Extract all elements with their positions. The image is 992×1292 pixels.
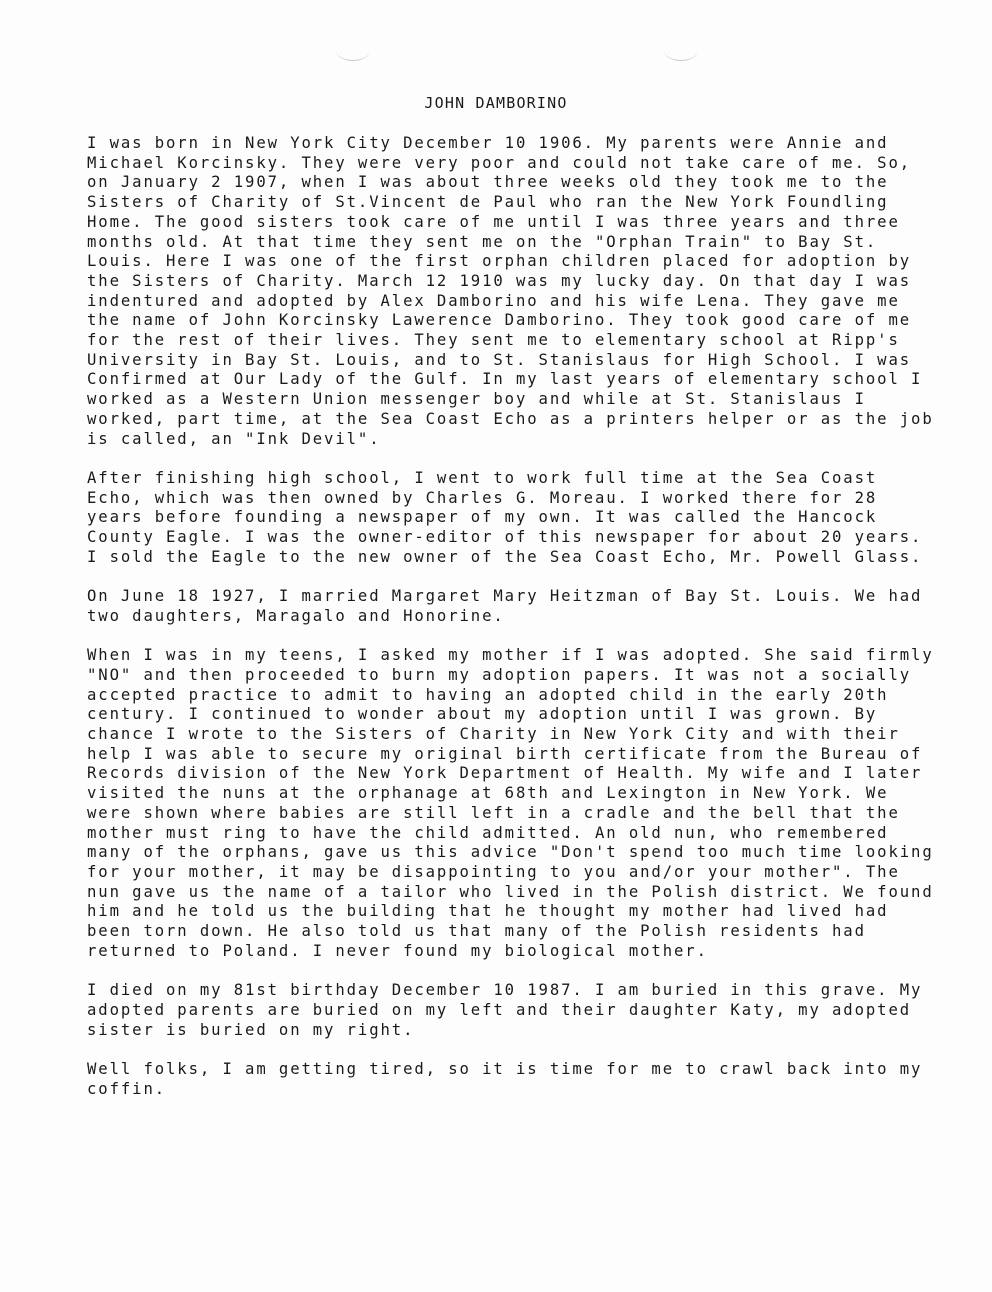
paragraph-6 bbox=[87, 1060, 992, 1099]
text-line: Echo, which was then owned by Charles G. Moreau. I worked there for 28 bbox=[87, 488, 878, 507]
paragraph-1 bbox=[87, 134, 992, 449]
paragraph-4 bbox=[87, 646, 992, 961]
text-line: I died on my 81st birthday December 10 1987. I am buried in this grave. My bbox=[87, 981, 923, 1000]
text-line: I sold the Eagle to the new owner of the Sea Coast Echo, Mr. Powell Glass. bbox=[87, 547, 923, 566]
text-line: many of the orphans, gave us this advice "Don't spend too much time looking bbox=[87, 843, 934, 862]
text-line: worked as a Western Union messenger boy and while at St. Stanislaus I bbox=[87, 390, 866, 409]
text-line: After finishing high school, I went to work full time at the Sea Coast bbox=[87, 468, 878, 487]
text-line: indentured and adopted by Alex Damborino and his wife Lena. They gave me bbox=[87, 291, 900, 310]
text-line: the Sisters of Charity. March 12 1910 was my lucky day. On that day I was bbox=[87, 271, 912, 290]
text-line: him and he told us the building that he thought my mother had lived had bbox=[87, 902, 889, 921]
text-line: the name of John Korcinsky Lawerence Damborino. They took good care of me bbox=[87, 311, 912, 330]
text-line: years before founding a newspaper of my own. It was called the Hancock bbox=[87, 508, 878, 527]
text-line: I was born in New York City December 10 1906. My parents were Annie and bbox=[87, 134, 889, 152]
paragraph-5 bbox=[87, 981, 992, 1040]
paragraph-3 bbox=[87, 587, 992, 626]
text-line: "NO" and then proceeded to burn my adoption papers. It was not a socially bbox=[87, 665, 912, 684]
text-line: When I was in my teens, I asked my mother if I was adopted. She said firmly bbox=[87, 646, 934, 665]
paragraph-2 bbox=[87, 469, 992, 568]
text-line: is called, an "Ink Devil". bbox=[87, 429, 381, 448]
text-line: sister is buried on my right. bbox=[87, 1020, 415, 1039]
text-line: for the rest of their lives. They sent me to elementary school at Ripp's bbox=[87, 331, 900, 350]
text-line: mother must ring to have the child admitted. An old nun, who remembered bbox=[87, 823, 889, 842]
text-line: months old. At that time they sent me on the "Orphan Train" to Bay St. bbox=[87, 232, 878, 251]
text-line: two daughters, Maragalo and Honorine. bbox=[87, 606, 505, 625]
text-line: Home. The good sisters took care of me until I was three years and three bbox=[87, 212, 900, 231]
text-line: Louis. Here I was one of the first orphan children placed for adoption by bbox=[87, 252, 912, 271]
text-line: chance I wrote to the Sisters of Charity in New York City and with their bbox=[87, 725, 900, 744]
text-line: worked, part time, at the Sea Coast Echo as a printers helper or as the job bbox=[87, 409, 934, 428]
text-line: coffin. bbox=[87, 1079, 167, 1098]
text-line: returned to Poland. I never found my biological mother. bbox=[87, 941, 708, 960]
text-line: On June 18 1927, I married Margaret Mary Heitzman of Bay St. Louis. We had bbox=[87, 587, 923, 606]
document-title: JOHN DAMBORINO bbox=[424, 94, 568, 112]
text-line: century. I continued to wonder about my adoption until I was grown. By bbox=[87, 705, 878, 724]
text-line: Michael Korcinsky. They were very poor and could not take care of me. So, bbox=[87, 153, 912, 172]
text-line: accepted practice to admit to having an adopted child in the early 20th bbox=[87, 685, 889, 704]
text-line: visited the nuns at the orphanage at 68th and Lexington in New York. We bbox=[87, 784, 889, 803]
document-body bbox=[87, 134, 992, 1119]
text-line: for your mother, it may be disappointing to you and/or your mother". The bbox=[87, 862, 900, 881]
text-line: nun gave us the name of a tailor who lived in the Polish district. We found bbox=[87, 882, 934, 901]
punch-hole-mark bbox=[664, 40, 698, 61]
text-line: County Eagle. I was the owner-editor of this newspaper for about 20 years. bbox=[87, 528, 923, 547]
punch-hole-mark bbox=[336, 40, 370, 61]
text-line: were shown where babies are still left in a cradle and the bell that the bbox=[87, 803, 900, 822]
text-line: Confirmed at Our Lady of the Gulf. In my last years of elementary school I bbox=[87, 370, 923, 389]
text-line: University in Bay St. Louis, and to St. Stanislaus for High School. I was bbox=[87, 350, 912, 369]
text-line: been torn down. He also told us that many of the Polish residents had bbox=[87, 922, 866, 941]
text-line: Well folks, I am getting tired, so it is time for me to crawl back into my bbox=[87, 1059, 923, 1078]
text-line: on January 2 1907, when I was about three weeks old they took me to the bbox=[87, 173, 889, 192]
text-line: Sisters of Charity of St.Vincent de Paul who ran the New York Foundling bbox=[87, 193, 889, 212]
text-line: adopted parents are buried on my left and their daughter Katy, my adopted bbox=[87, 1000, 912, 1019]
text-line: help I was able to secure my original birth certificate from the Bureau of bbox=[87, 744, 923, 763]
text-line: Records division of the New York Department of Health. My wife and I later bbox=[87, 764, 923, 783]
